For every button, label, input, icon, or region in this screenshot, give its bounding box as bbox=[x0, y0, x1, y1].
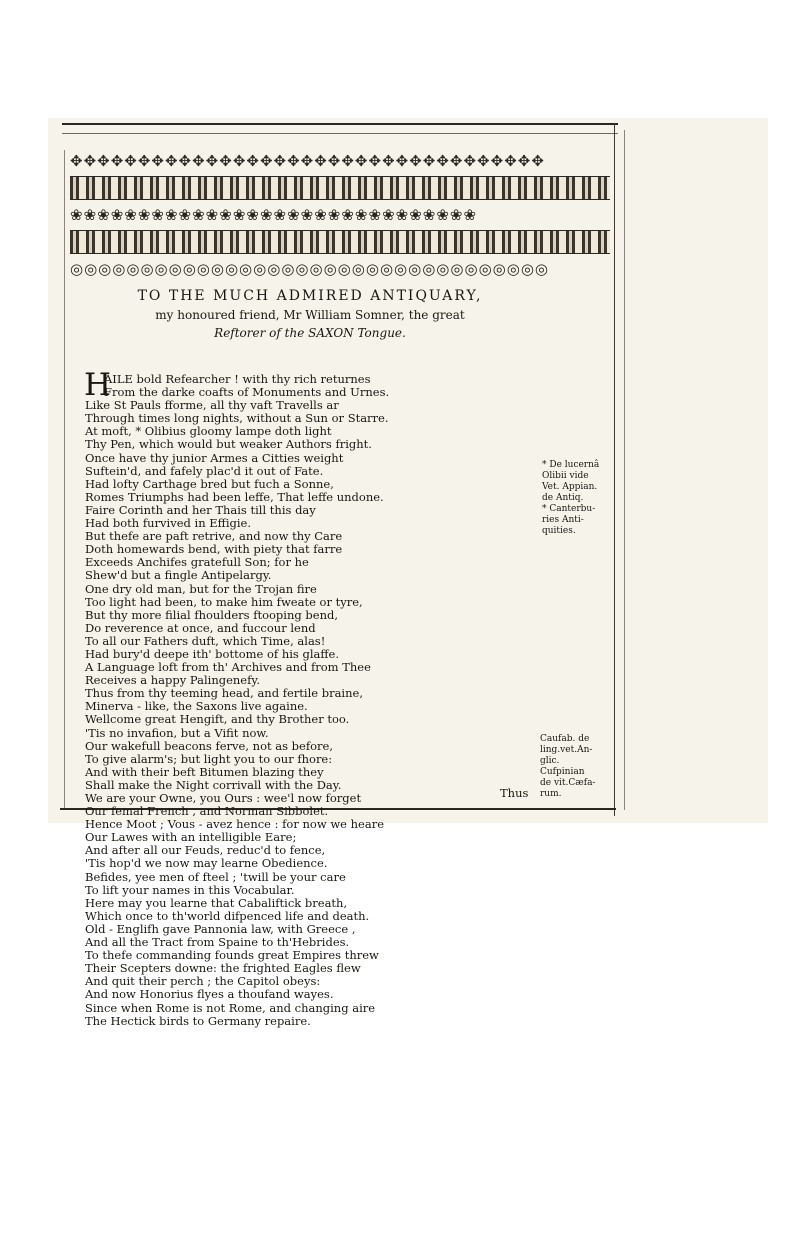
right-rule-thin bbox=[624, 130, 625, 810]
poem-line: We are your Owne, you Ours : wee'l now forget bbox=[85, 791, 362, 805]
heading-title: TO THE MUCH ADMIRED ANTIQUARY, bbox=[137, 288, 483, 304]
poem-line: Receives a happy Palingenefy. bbox=[85, 673, 260, 688]
poem-line: Had bury'd deepe ith' bottome of his glaffe. bbox=[85, 646, 339, 661]
margin-note-line: Vet. Appian. bbox=[542, 482, 598, 492]
poem-line: Our Lawes with an intelligible Eare; bbox=[85, 830, 297, 845]
poem-line: Old - Englifh gave Pannonia law, with Greece , bbox=[85, 921, 356, 936]
poem-line: To give alarm's; but light you to our fhore: bbox=[85, 751, 333, 766]
poem-line: Doth homewards bend, with piety that farre bbox=[85, 542, 343, 557]
poem-line: Exceeds Anchifes gratefull Son; for he bbox=[85, 555, 309, 570]
poem-line: Had both furvived in Effigie. bbox=[85, 516, 252, 531]
poem-line: Faire Corinth and her Thais till this day bbox=[85, 502, 316, 517]
poem-line: But thy more filial fhoulders ftooping bend, bbox=[85, 607, 338, 622]
poem-line: From the darke coafts of Monuments and Urnes. bbox=[104, 385, 390, 400]
poem-line: Had lofty Carthage bred but fuch a Sonne, bbox=[85, 476, 334, 491]
ornament-row: ❀❀❀❀❀❀❀❀❀❀❀❀❀❀❀❀❀❀❀❀❀❀❀❀❀❀❀❀❀❀ bbox=[70, 206, 478, 224]
poem-line: Minerva - like, the Saxons live againe. bbox=[85, 699, 308, 714]
poem-line: Since when Rome is not Rome, and changing aire bbox=[85, 1000, 376, 1015]
poem-line: The Hectick birds to Germany repaire. bbox=[85, 1013, 311, 1028]
ornament-row: ◎◎◎◎◎◎◎◎◎◎◎◎◎◎◎◎◎◎◎◎◎◎◎◎◎◎◎◎◎◎◎◎◎◎ bbox=[70, 260, 550, 278]
poem-line: Too light had been, to make him fweate or tyre, bbox=[85, 594, 363, 609]
headpiece-ornament bbox=[70, 150, 610, 278]
margin-note-line: quities. bbox=[542, 526, 576, 536]
poem-line: Like St Pauls fforme, all thy vaft Travells ar bbox=[85, 398, 339, 413]
poem-line: Wellcome great Hengift, and thy Brother too. bbox=[85, 712, 350, 727]
poem-line: 'Tis hop'd we now may learne Obedience. bbox=[85, 856, 328, 871]
poem-body bbox=[85, 373, 545, 1028]
margin-note-line: * Canterbu- bbox=[542, 504, 596, 514]
left-rule bbox=[64, 150, 65, 810]
poem-line: Here may you learne that Cabaliftick breath, bbox=[85, 895, 348, 910]
poem-line: Their Scepters downe: the frighted Eagles flew bbox=[85, 961, 361, 976]
poem-line: Our femal French , and Norman Sibbolet. bbox=[85, 804, 329, 819]
heading-subtitle: my honoured friend, Mr William Somner, the great bbox=[155, 308, 465, 322]
poem-line: Once have thy junior Armes a Citties weight bbox=[85, 450, 344, 465]
drop-cap: H bbox=[84, 367, 112, 403]
margin-note-caufabon bbox=[540, 734, 606, 800]
poem-line: Shall make the Night corrivall with the Day. bbox=[85, 777, 342, 792]
poem-line: And all the Tract from Spaine to th'Hebrides. bbox=[85, 935, 350, 950]
poem-line: And now Honorius flyes a thoufand wayes. bbox=[85, 987, 334, 1002]
top-rule bbox=[62, 123, 618, 125]
margin-note-line: ries Anti- bbox=[542, 515, 584, 525]
right-rule bbox=[614, 123, 615, 816]
poem-line: And with their beft Bitumen blazing they bbox=[85, 764, 324, 779]
margin-note-line: glic. bbox=[540, 756, 560, 766]
dedication-heading bbox=[70, 286, 550, 342]
ornament-band bbox=[70, 176, 610, 200]
ornament-row: ✥✥✥✥✥✥✥✥✥✥✥✥✥✥✥✥✥✥✥✥✥✥✥✥✥✥✥✥✥✥✥✥✥✥✥ bbox=[70, 152, 545, 170]
poem-line: Do reverence at once, and fuccour lend bbox=[85, 620, 316, 635]
poem-line: AILE bold Refearcher ! with thy rich returnes bbox=[104, 372, 371, 386]
poem-line: And after all our Feuds, reduc'd to fence, bbox=[85, 843, 326, 858]
poem-line: Befides, yee men of fteel ; 'twill be your care bbox=[85, 869, 346, 884]
poem-line: Romes Triumphs had been leffe, That leffe undone. bbox=[85, 489, 384, 504]
poem-line: One dry old man, but for the Trojan fire bbox=[85, 581, 317, 596]
margin-note-line: Olibii vide bbox=[542, 471, 589, 481]
ornament-band bbox=[70, 230, 610, 254]
margin-note-line: rum. bbox=[540, 789, 562, 799]
margin-note-line: de Antiq. bbox=[542, 493, 584, 503]
poem-line: To lift your names in this Vocabular. bbox=[85, 882, 295, 897]
top-rule-thin bbox=[62, 133, 618, 134]
poem-line: Thus from thy teeming head, and fertile braine, bbox=[85, 686, 363, 701]
poem-line: To thefe commanding founds great Empires threw bbox=[85, 948, 379, 963]
poem-line: Suftein'd, and fafely plac'd it out of Fate. bbox=[85, 463, 324, 478]
poem-line: Our wakefull beacons ferve, not as before, bbox=[85, 738, 333, 753]
margin-note-line: Cufpinian bbox=[540, 767, 585, 777]
poem-line: Shew'd but a fingle Antipelargy. bbox=[85, 568, 272, 583]
poem-line: Thy Pen, which would but weaker Authors fright. bbox=[85, 437, 372, 452]
margin-note-line: de vit.Cæfa- bbox=[540, 778, 596, 788]
poem-line: To all our Fathers duft, which Time, alas! bbox=[85, 633, 326, 648]
poem-line: Through times long nights, without a Sun or Starre. bbox=[85, 411, 389, 426]
poem-line: A Language loft from th' Archives and from Thee bbox=[85, 660, 371, 675]
poem-line: Which once to th'world difpenced life and death. bbox=[85, 908, 370, 923]
poem-line: At moft, * Olibius gloomy lampe doth light bbox=[85, 424, 332, 439]
heading-subtitle-2: Reftorer of the SAXON Tongue. bbox=[214, 326, 406, 340]
poem-line: And quit their perch ; the Capitol obeys: bbox=[85, 974, 321, 989]
poem-line: But thefe are paft retrive, and now thy Care bbox=[85, 529, 343, 544]
margin-note-olibius bbox=[542, 460, 604, 537]
margin-note-line: * De lucernâ bbox=[542, 460, 600, 470]
margin-note-line: ling.vet.An- bbox=[540, 745, 593, 755]
margin-note-line: Caufab. de bbox=[540, 734, 590, 744]
poem-line: Hence Moot ; Vous - avez hence : for now we heare bbox=[85, 817, 385, 832]
catchword: Thus bbox=[500, 786, 529, 800]
poem-line: 'Tis no invafion, but a Vifit now. bbox=[85, 725, 269, 740]
